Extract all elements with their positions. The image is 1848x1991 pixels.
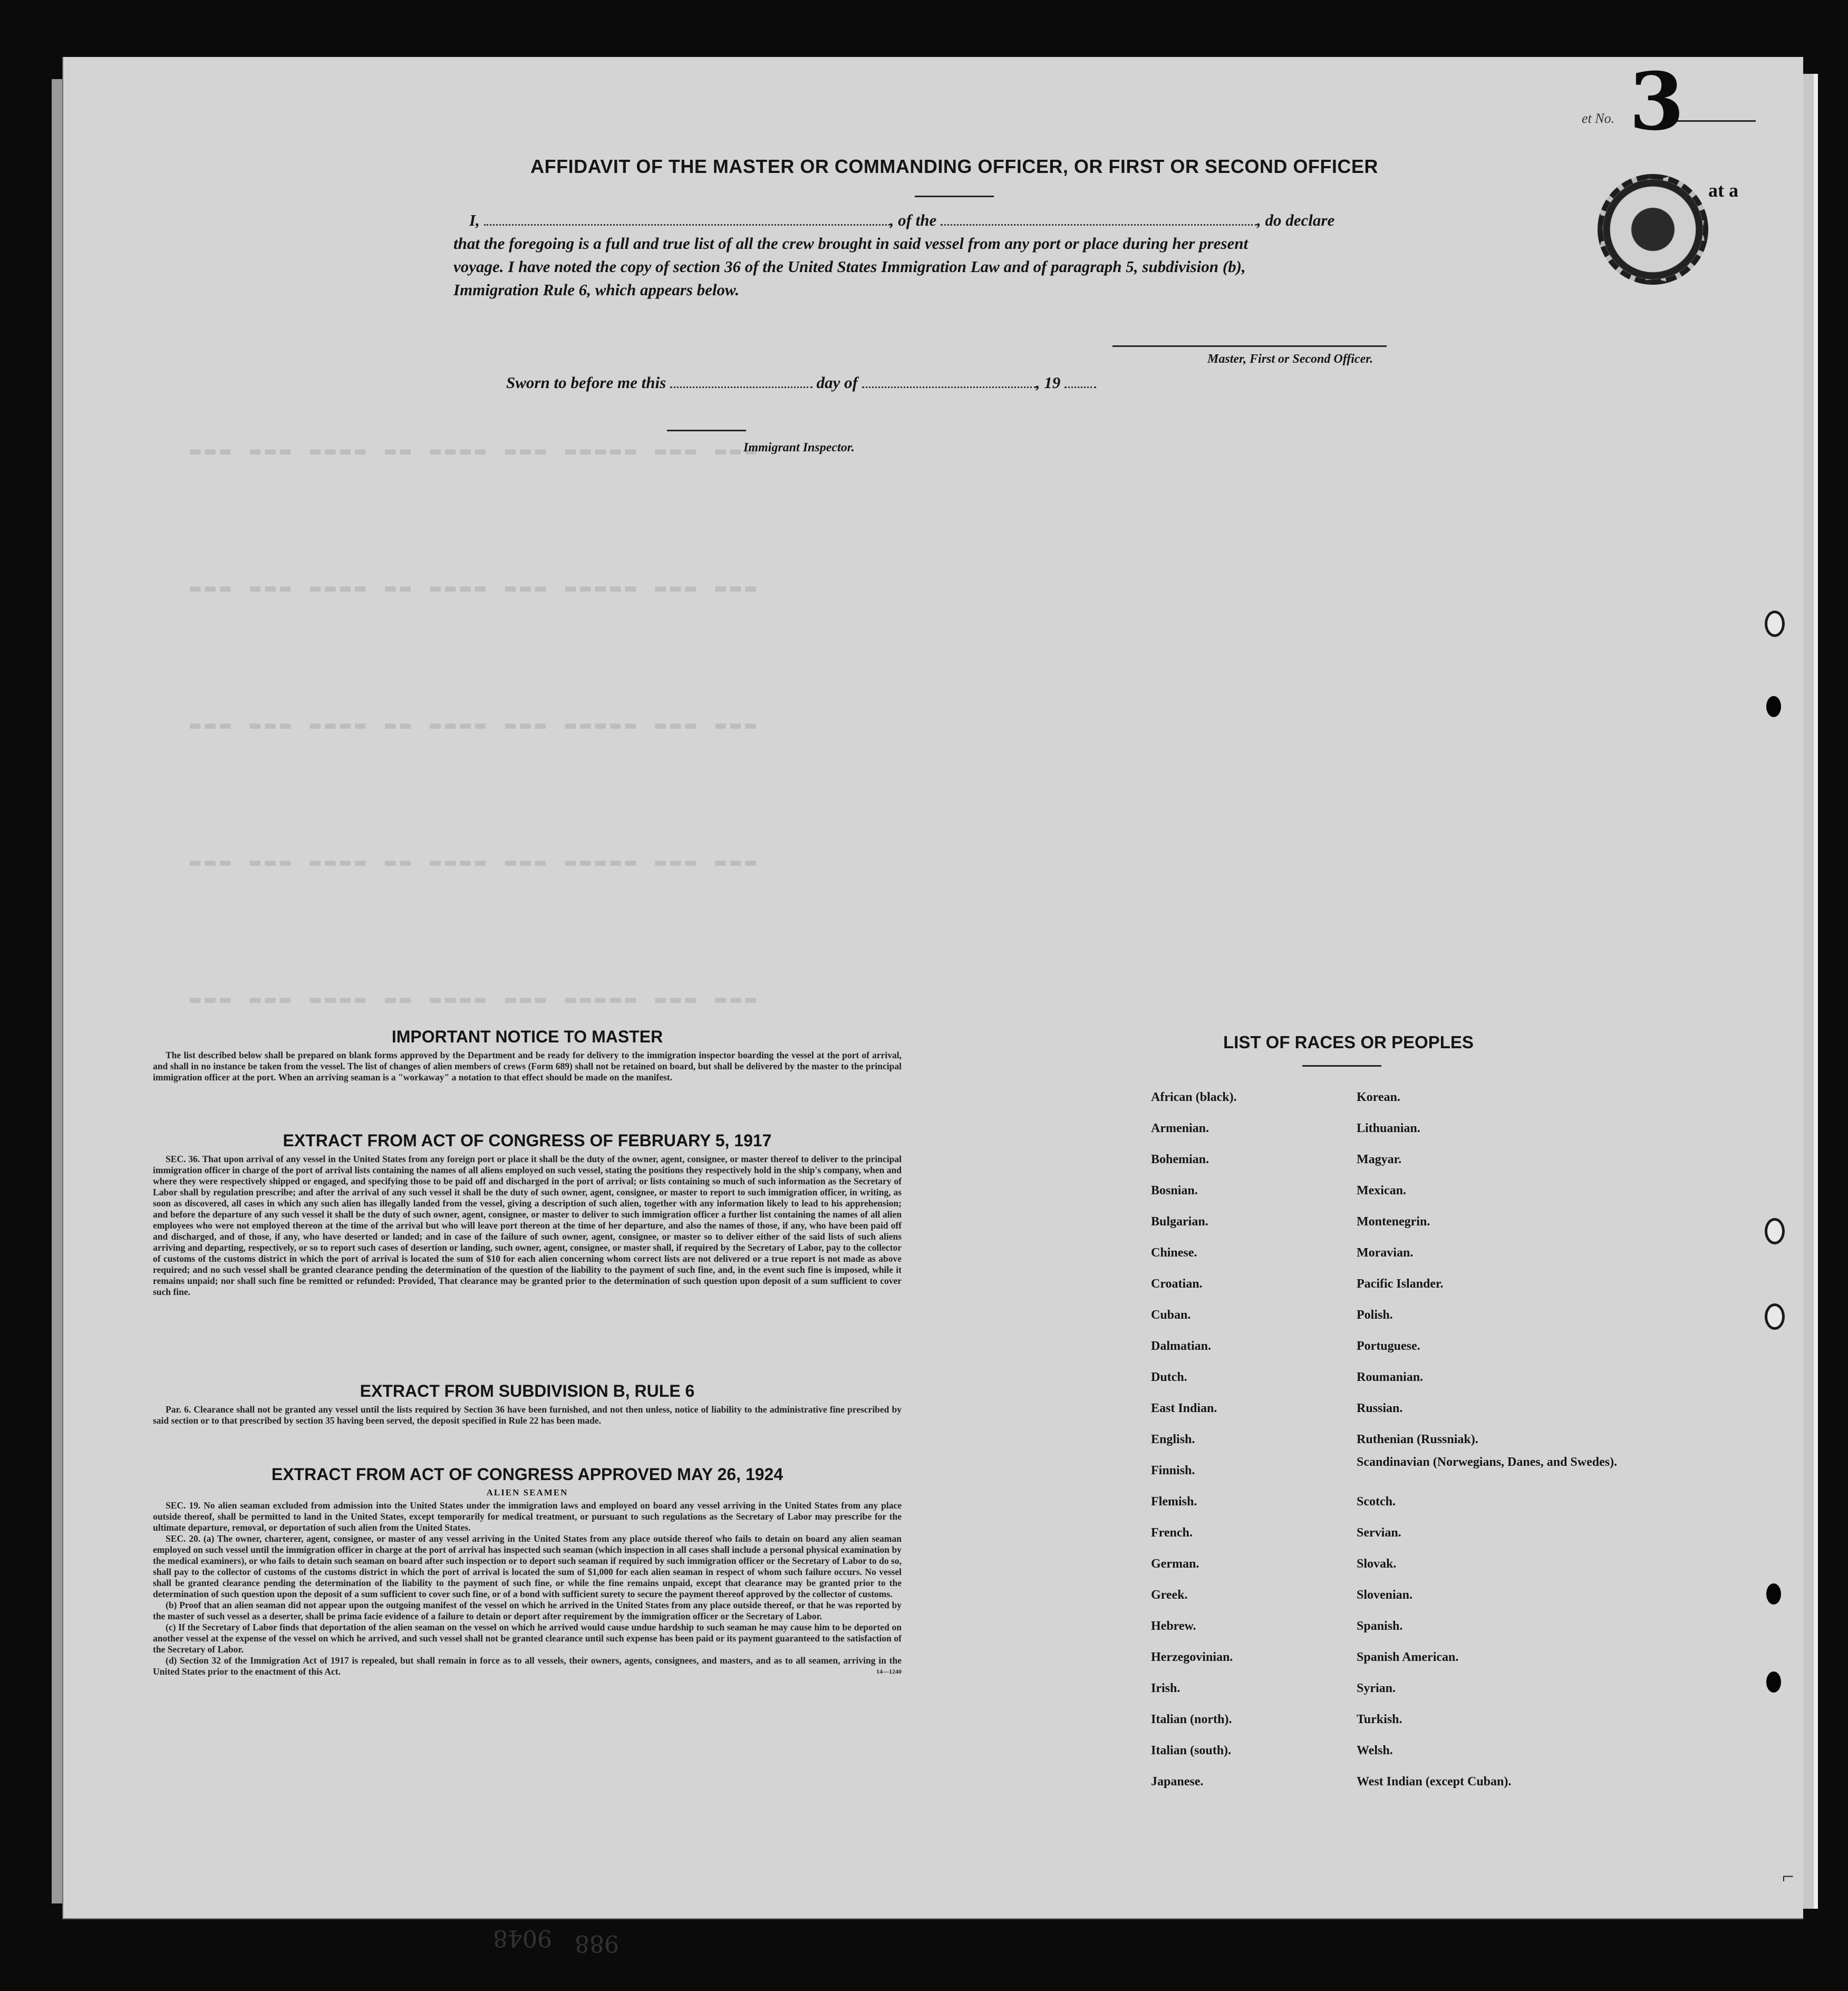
race-item: Bosnian. [1151, 1184, 1198, 1197]
race-item: Spanish American. [1357, 1650, 1459, 1664]
race-item: Bohemian. [1151, 1153, 1210, 1166]
race-item: Magyar. [1357, 1153, 1402, 1166]
race-item: African (black). [1151, 1090, 1237, 1104]
race-item: Scandinavian (Norwegians, Danes, and Swedes). [1357, 1455, 1618, 1469]
binder-hole [1765, 1218, 1785, 1244]
sworn-day-blank[interactable] [670, 372, 812, 388]
extract-1924-title: EXTRACT FROM ACT OF CONGRESS APPROVED MAY 26, 1924 [271, 1465, 783, 1484]
race-item: Slovak. [1357, 1557, 1397, 1571]
sworn-month-blank[interactable] [862, 372, 1036, 388]
title-rule [915, 196, 994, 197]
race-item: Spanish. [1357, 1619, 1403, 1633]
declaration-text-line: that the foregoing is a full and true list of all the crew brought in said vessel from any port or place during her present [453, 234, 1249, 253]
race-item: Bulgarian. [1151, 1215, 1208, 1229]
declaration-i: I, [469, 211, 480, 229]
race-item: Mexican. [1357, 1184, 1406, 1197]
declarant-name-blank[interactable] [484, 209, 890, 226]
race-item: West Indian (except Cuban). [1357, 1775, 1512, 1789]
race-item: German. [1151, 1557, 1199, 1571]
extract-1924-sec19: SEC. 19. No alien seaman excluded from admission into the United States under the immigration laws and employed on board any vessel arriving in the United States from any place outside thereof, shall be permitted to land in the United States, except temporarily for medical treatment, or pursuant to such regulations as the Secretary of Labor may prescribe for the ultimate departure, removal, or deportation of such alien from the United States. [153, 1500, 902, 1533]
race-item: Chinese. [1151, 1246, 1197, 1260]
race-item: Finnish. [1151, 1464, 1195, 1477]
vessel-name-blank[interactable] [941, 209, 1257, 226]
race-item: Dutch. [1151, 1370, 1187, 1384]
races-title: LIST OF RACES OR PEOPLES [1223, 1032, 1474, 1052]
binder-hole [1766, 1583, 1781, 1605]
race-item: English. [1151, 1433, 1195, 1446]
extract-1924-subtitle: ALIEN SEAMEN [486, 1487, 568, 1497]
inspector-label: Immigrant Inspector. [743, 441, 855, 455]
affidavit-title: AFFIDAVIT OF THE MASTER OR COMMANDING OFFICER, OR FIRST OR SECOND OFFICER [530, 156, 1378, 177]
declaration-line [453, 209, 1455, 232]
bleed-through-text: ▬▬▬ ▬▬▬ ▬▬▬▬ ▬▬ ▬▬▬▬ ▬▬▬ ▬▬▬▬▬ ▬▬▬ ▬▬▬ [190, 852, 760, 873]
extract-1917-text: SEC. 36. That upon arrival of any vessel in the United States from any foreign port or place it shall be the duty of the owner, agent, consignee, or master thereof to deliver to the principal immigration officer in charge of the port of arrival lists containing the names of all aliens employed on such vessel, stating the positions they respectively hold in the ship's company, when and where they were respectively shipped or engaged, and specifying those to be paid off and discharged in the port of arrival; or lists containing so much of such information as the Secretary of Labor shall by regulation prescribe; and after the arrival of any such vessel it shall be the duty of such owner, agent, consignee, or master to report to such immigration officer, in writing, as soon as discovered, all cases in which any such alien has illegally landed from the vessel, giving a description of such alien, together with any information likely to lead to his apprehension; and before the departure of any such vessel it shall be the duty of such owner, agent, consignee, or master to deliver to such immigration officer a further list containing the names of all alien employees who were not employed thereon at the time of the arrival but who will leave port thereon at the time of her departure, and also the names of those, if any, who have been paid off and discharged, and of those, if any, who have deserted or landed; and in case of the failure of such owner, agent, consignee, or master so to deliver either of the said lists of such aliens arriving and departing, respectively, or so to report such cases of desertion or landing, such owner, agent, consignee, or master shall, if required by the Secretary of Labor, pay to the collector of customs of the customs district in which the port of arrival is located the sum of $10 for each alien concerning whom correct lists are not delivered or a true report is not made as above required; and no such vessel shall be granted clearance pending the determination of the question of the liability to the payment of such fine, and, in the event such fine is imposed, while it remains unpaid; nor shall such fine be remitted or refunded: Provided, That clearance may be granted prior to the determination of such question upon deposit of a sum sufficient to cover such fine. [153, 1154, 902, 1297]
race-item: East Indian. [1151, 1402, 1217, 1415]
sheet-number-label: et No. [1582, 111, 1615, 126]
race-item: Lithuanian. [1357, 1122, 1420, 1135]
sworn-line [506, 372, 1096, 392]
race-item: Portuguese. [1357, 1339, 1420, 1353]
races-rule [1302, 1065, 1381, 1067]
race-item: Italian (north). [1151, 1713, 1232, 1726]
race-item: Roumanian. [1357, 1370, 1424, 1384]
bleed-through-text: ▬▬▬ ▬▬▬ ▬▬▬▬ ▬▬ ▬▬▬▬ ▬▬▬ ▬▬▬▬▬ ▬▬▬ ▬▬▬ [190, 577, 760, 598]
race-item: Syrian. [1357, 1681, 1396, 1695]
race-item: Montenegrin. [1357, 1215, 1430, 1229]
bleed-through-text: ▬▬▬ ▬▬▬ ▬▬▬▬ ▬▬ ▬▬▬▬ ▬▬▬ ▬▬▬▬▬ ▬▬▬ ▬▬▬ [190, 714, 760, 736]
declaration-text-line: voyage. I have noted the copy of section 36 of the United States Immigration Law and of paragraph 5, subdivision (b), [453, 257, 1246, 276]
sworn-day-of: day of [816, 373, 858, 392]
corner-fragment-text: at a [1708, 180, 1738, 201]
extract-1924-sec20d-text: (d) Section 32 of the Immigration Act of 1917 is repealed, but shall remain in force as to all vessels, their owners, agents, consignees, and masters, and as to all seamen, arriving in the United States prior to the enactment of this Act. [153, 1655, 902, 1677]
notice-section [153, 1027, 902, 1083]
race-item: Croatian. [1151, 1277, 1203, 1291]
affidavit-section [453, 156, 1455, 302]
race-item: Polish. [1357, 1308, 1393, 1322]
stamped-number: 9048 [493, 1925, 552, 1951]
binder-hole [1766, 696, 1781, 717]
race-item: Greek. [1151, 1588, 1188, 1602]
race-item: Dalmatian. [1151, 1339, 1211, 1353]
sheet-number: 3 [1629, 55, 1685, 148]
sworn-text: Sworn to before me this [506, 373, 666, 392]
races-left-column [1151, 1082, 1237, 1797]
form-code: 14—1240 [876, 1668, 902, 1675]
race-item: Hebrew. [1151, 1619, 1196, 1633]
binder-hole [1765, 1303, 1785, 1330]
sheet-number-line [1677, 120, 1756, 122]
race-item: Servian. [1357, 1526, 1401, 1540]
extract-1924-section [153, 1465, 902, 1677]
race-item: Flemish. [1151, 1495, 1197, 1509]
notice-text: The list described below shall be prepared on blank forms approved by the Department and be ready for delivery to the immigration inspector boarding the vessel at the port of arrival, and shall in no instance be taken from the vessel. The list of changes of alien members of crews (Form 689) shall not be retained on board, but shall be delivered by the master to the principal immigration officer at the port. When an arriving seaman is a "workaway" a notation to that effect should be made on the manifest. [153, 1050, 902, 1083]
extract-1924-sec20b: (b) Proof that an alien seaman did not appear upon the outgoing manifest of the vessel on which he arrived in the United States from any place outside thereof, or that he was reported by the master of such vessel as a deserter, shall be prima facie evidence of a failure to detain or deport after requirement by the immigration officer or the Secretary of Labor. [153, 1600, 902, 1621]
binder-hole [1766, 1671, 1781, 1693]
declaration-of: , of the [889, 211, 937, 229]
races-right-column [1357, 1082, 1617, 1797]
race-item: Scotch. [1357, 1495, 1396, 1509]
extract-rule6-title: EXTRACT FROM SUBDIVISION B, RULE 6 [360, 1381, 695, 1400]
race-item: Ruthenian (Russniak). [1357, 1433, 1478, 1446]
race-item: Turkish. [1357, 1713, 1402, 1726]
race-item: Italian (south). [1151, 1744, 1232, 1757]
race-item: Cuban. [1151, 1308, 1191, 1322]
race-item: Herzegovinian. [1151, 1650, 1233, 1664]
declaration-declare: , do declare [1257, 211, 1335, 229]
notice-title: IMPORTANT NOTICE TO MASTER [391, 1027, 663, 1046]
race-item: Pacific Islander. [1357, 1277, 1444, 1291]
race-item: Japanese. [1151, 1775, 1204, 1789]
master-signature-line[interactable] [1112, 345, 1387, 347]
extract-1924-sec20d [153, 1655, 902, 1677]
race-item: Slovenian. [1357, 1588, 1413, 1602]
race-item: Korean. [1357, 1090, 1400, 1104]
race-item: Moravian. [1357, 1246, 1414, 1260]
extract-rule6-text: Par. 6. Clearance shall not be granted any vessel until the lists required by Section 36 have been furnished, and not then unless, notice of liability to the administrative fine prescribed by said section or to that prescribed by section 35 having been served, the deposit specified in Rule 22 has been made. [153, 1404, 902, 1426]
race-item: Irish. [1151, 1681, 1181, 1695]
margin-mark: ⌐ [1782, 1864, 1794, 1888]
stamped-number: 988 [575, 1930, 619, 1957]
bleed-through-text: ▬▬▬ ▬▬▬ ▬▬▬▬ ▬▬ ▬▬▬▬ ▬▬▬ ▬▬▬▬▬ ▬▬▬ ▬▬▬ [190, 440, 760, 461]
binder-hole [1765, 611, 1785, 637]
inspector-signature-line[interactable] [667, 430, 746, 431]
extract-1924-sec20c: (c) If the Secretary of Labor finds that deportation of the alien seaman on the vessel on which he arrived would cause undue hardship to such seaman he may cause him to be deported on another vessel at the expense of the vessel on which he arrived, and such vessel shall not be granted clearance until such expense has been paid or its payment guaranteed to the satisfaction of the Secretary of Labor. [153, 1622, 902, 1655]
extract-1917-title: EXTRACT FROM ACT OF CONGRESS OF FEBRUARY 5, 1917 [283, 1131, 772, 1150]
extract-1917-section [153, 1131, 902, 1298]
declaration-text-line: Immigration Rule 6, which appears below. [453, 281, 740, 299]
race-item: Armenian. [1151, 1122, 1209, 1135]
race-item: Russian. [1357, 1402, 1403, 1415]
official-seal-stamp [1598, 174, 1708, 285]
race-item: Welsh. [1357, 1744, 1393, 1757]
bleed-through-text: ▬▬▬ ▬▬▬ ▬▬▬▬ ▬▬ ▬▬▬▬ ▬▬▬ ▬▬▬▬▬ ▬▬▬ ▬▬▬ [190, 989, 760, 1010]
sworn-year-prefix: , 19 [1036, 373, 1061, 392]
sworn-year-blank[interactable] [1065, 372, 1096, 388]
extract-rule6-section [153, 1381, 902, 1426]
race-item: French. [1151, 1526, 1193, 1540]
master-signature-label: Master, First or Second Officer. [1207, 352, 1373, 366]
extract-1924-sec20a: SEC. 20. (a) The owner, charterer, agent, consignee, or master of any vessel arriving in the United States from any place outside thereof who fails to detain on board any alien seaman employed on such vessel until the immigration officer in charge at the port of arrival has inspected such seaman (which inspection in all cases shall include a personal physical examination by the medical examiners), or who fails to detain such seaman on board after such inspection or to deport such seaman if required by such immigration officer or the Secretary of Labor to do so, shall pay to the collector of customs of the customs district in which the port of arrival is located the sum of $1,000 for each alien seaman in respect of whom such failure occurs. No vessel shall be granted clearance pending the determination of the liability to the payment of such fine, or while the fine remains unpaid, except that clearance may be granted prior to the determination of such question upon the deposit of a sum sufficient to cover such fine, or of a bond with sufficient surety to secure the payment thereof approved by the collector of customs. [153, 1533, 902, 1599]
